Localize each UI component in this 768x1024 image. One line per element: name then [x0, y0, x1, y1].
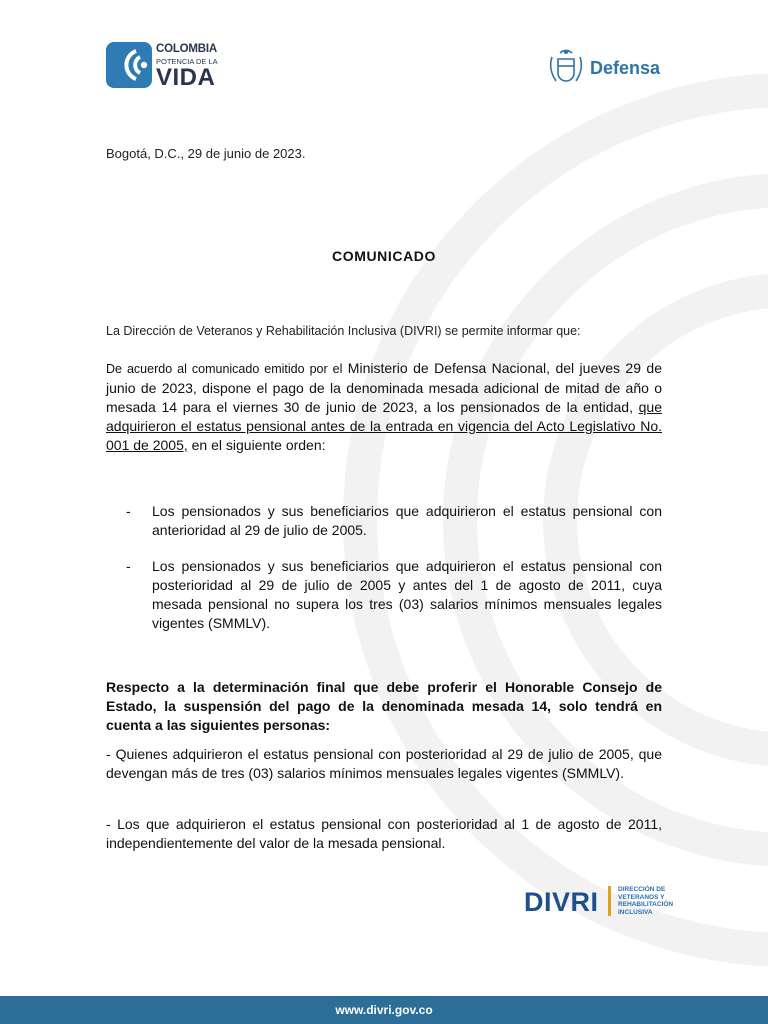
list-item: [126, 557, 662, 633]
list-item: [126, 502, 662, 540]
main-paragraph-underlined: que adquirieron el estatus pensional antes de la entrada en vigencia del Acto Legislativo No. 001 de 2005,: [106, 399, 662, 453]
list-item-text: Los pensionados y sus beneficiarios que adquirieron el estatus pensional con anterioridad al 29 de julio de 2005.: [152, 503, 662, 538]
list-item-text: Los pensionados y sus beneficiarios que adquirieron el estatus pensional con posterioridad al 29 de julio de 2005 y antes del 1 de agosto de 2011, cuya mesada pensional no supera los tres (03) salarios mínimos mensuales legales vigentes (SMMLV).: [152, 558, 662, 631]
divri-logo-divider: [608, 886, 611, 916]
list-dash: -: [126, 558, 131, 574]
document-date: Bogotá, D.C., 29 de junio de 2023.: [106, 146, 306, 161]
footer-website-link[interactable]: www.divri.gov.co: [335, 1003, 433, 1017]
divri-subtitle-line: DIRECCIÓN DE: [618, 886, 666, 893]
colombia-logo-icon: [106, 42, 152, 88]
defensa-logo: [546, 47, 666, 91]
paragraph-agosto-2011: - Los que adquirieron el estatus pensional con posterioridad al 1 de agosto de 2011, independientemente del valor de la mesada pensional.: [106, 816, 662, 851]
logo-line-potencia: POTENCIA DE LA: [156, 57, 218, 66]
colombia-potencia-de-la-vida-logo: [106, 42, 226, 90]
main-paragraph-text: Ministerio de Defensa Nacional, del jueves 29 de junio de 2023, dispone el pago de la denominada mesada adicional de mitad de año o mesada 14 para el viernes 30 de junio de 2023, a los pensionados de la entidad,: [106, 360, 662, 415]
list-dash: -: [126, 503, 131, 519]
divri-subtitle-line: INCLUSIVA: [618, 908, 653, 916]
footer-bar: [0, 996, 768, 1024]
divri-logo-subtitle: [618, 886, 673, 916]
beneficiaries-list: [126, 502, 662, 633]
defensa-label: Defensa: [590, 58, 661, 78]
divri-logo: [524, 884, 694, 920]
document-title: COMUNICADO: [332, 248, 436, 264]
divri-subtitle-line: REHABILITACIÓN: [618, 901, 674, 908]
main-paragraph-tail: en el siguiente orden:: [187, 437, 326, 453]
bold-paragraph: Respecto a la determinación final que debe proferir el Honorable Consejo de Estado, la suspensión del pago de la denominada mesada 14, solo tendrá en cuenta a las siguientes personas:: [106, 679, 662, 733]
paragraph-smmlv: - Quienes adquirieron el estatus pensional con posterioridad al 29 de julio de 2005, que devengan más de tres (03) salarios mínimos mensuales legales vigentes (SMMLV).: [106, 746, 662, 781]
coat-of-arms-icon: [546, 47, 586, 91]
divri-subtitle-line: VETERANOS Y: [618, 893, 665, 901]
main-paragraph: [106, 359, 662, 455]
main-paragraph-lead: De acuerdo al comunicado emitido por el: [106, 362, 343, 376]
logo-line-vida: VIDA: [156, 64, 216, 91]
logo-line-colombia: COLOMBIA: [156, 43, 218, 55]
divri-logo-name: DIVRI: [524, 887, 599, 917]
intro-line: La Dirección de Veteranos y Rehabilitación Inclusiva (DIVRI) se permite informar que:: [106, 324, 581, 338]
